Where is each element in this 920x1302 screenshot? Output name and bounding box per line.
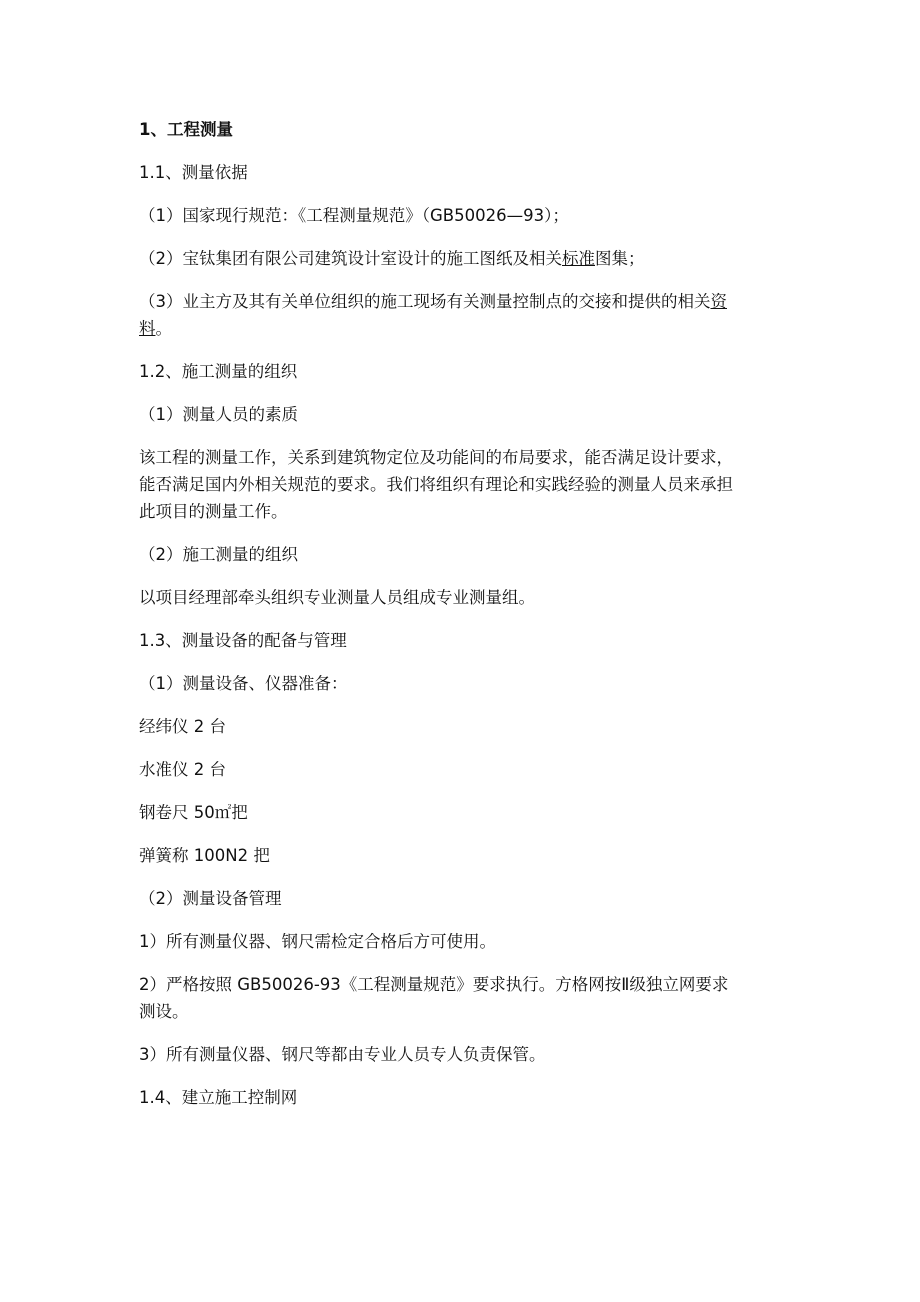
basis-item-2-text-a: （2）宝钛集团有限公司建筑设计室设计的施工图纸及相关 — [139, 249, 562, 268]
management-item-3: 3）所有测量仪器、钢尺等都由专业人员专人负责保管。 — [139, 1045, 546, 1064]
org-paragraph-line-2: 能否满足国内外相关规范的要求。我们将组织有理论和实践经验的测量人员来承担 — [139, 475, 733, 494]
basis-item-3-line-1 — [139, 288, 785, 315]
basis-item-3 — [139, 288, 785, 342]
subsection-heading-1-3: 1.3、测量设备的配备与管理 — [139, 631, 347, 650]
equipment-spring-scale: 弹簧称 100N2 把 — [139, 846, 270, 865]
equipment-item-2: （2）测量设备管理 — [139, 889, 282, 908]
subsection-heading-1-1: 1.1、测量依据 — [139, 163, 248, 182]
management-item-1: 1）所有测量仪器、钢尺需检定合格后方可使用。 — [139, 932, 496, 951]
equipment-theodolite: 经纬仪 2 台 — [139, 717, 226, 736]
equipment-level: 水准仪 2 台 — [139, 760, 226, 779]
equipment-item-1: （1）测量设备、仪器准备： — [139, 674, 348, 693]
equipment-tape: 钢卷尺 50㎡把 — [139, 803, 248, 822]
basis-item-3-underlined-a: 资 — [710, 292, 727, 311]
org-paragraph-2: 以项目经理部牵头组织专业测量人员组成专业测量组。 — [139, 588, 535, 607]
subsection-heading-1-2: 1.2、施工测量的组织 — [139, 362, 298, 381]
management-item-2-line-2: 测设。 — [139, 1002, 189, 1021]
org-item-1: （1）测量人员的素质 — [139, 405, 298, 424]
basis-item-2 — [139, 245, 785, 272]
basis-item-2-underlined: 标准 — [562, 249, 595, 268]
basis-item-3-underlined-b: 料 — [139, 319, 156, 338]
basis-item-1: （1）国家现行规范：《工程测量规范》（GB50026—93）； — [139, 206, 569, 225]
basis-item-3-line-2 — [139, 315, 785, 342]
org-paragraph — [139, 444, 785, 525]
section-heading-1: 1、工程测量 — [139, 120, 233, 139]
basis-item-2-text-c: 图集； — [595, 249, 645, 268]
basis-item-3-text-d: 。 — [155, 319, 172, 338]
subsection-heading-1-4: 1.4、建立施工控制网 — [139, 1088, 298, 1107]
management-item-2 — [139, 971, 785, 1025]
org-item-2: （2）施工测量的组织 — [139, 545, 298, 564]
document-page — [139, 116, 785, 1127]
basis-item-3-text-a: （3）业主方及其有关单位组织的施工现场有关测量控制点的交接和提供的相关 — [139, 292, 711, 311]
org-paragraph-line-1: 该工程的测量工作，关系到建筑物定位及功能间的布局要求，能否满足设计要求， — [139, 448, 733, 467]
management-item-2-line-1: 2）严格按照 GB50026-93《工程测量规范》要求执行。方格网按Ⅱ级独立网要求 — [139, 975, 729, 994]
org-paragraph-line-3: 此项目的测量工作。 — [139, 502, 288, 521]
